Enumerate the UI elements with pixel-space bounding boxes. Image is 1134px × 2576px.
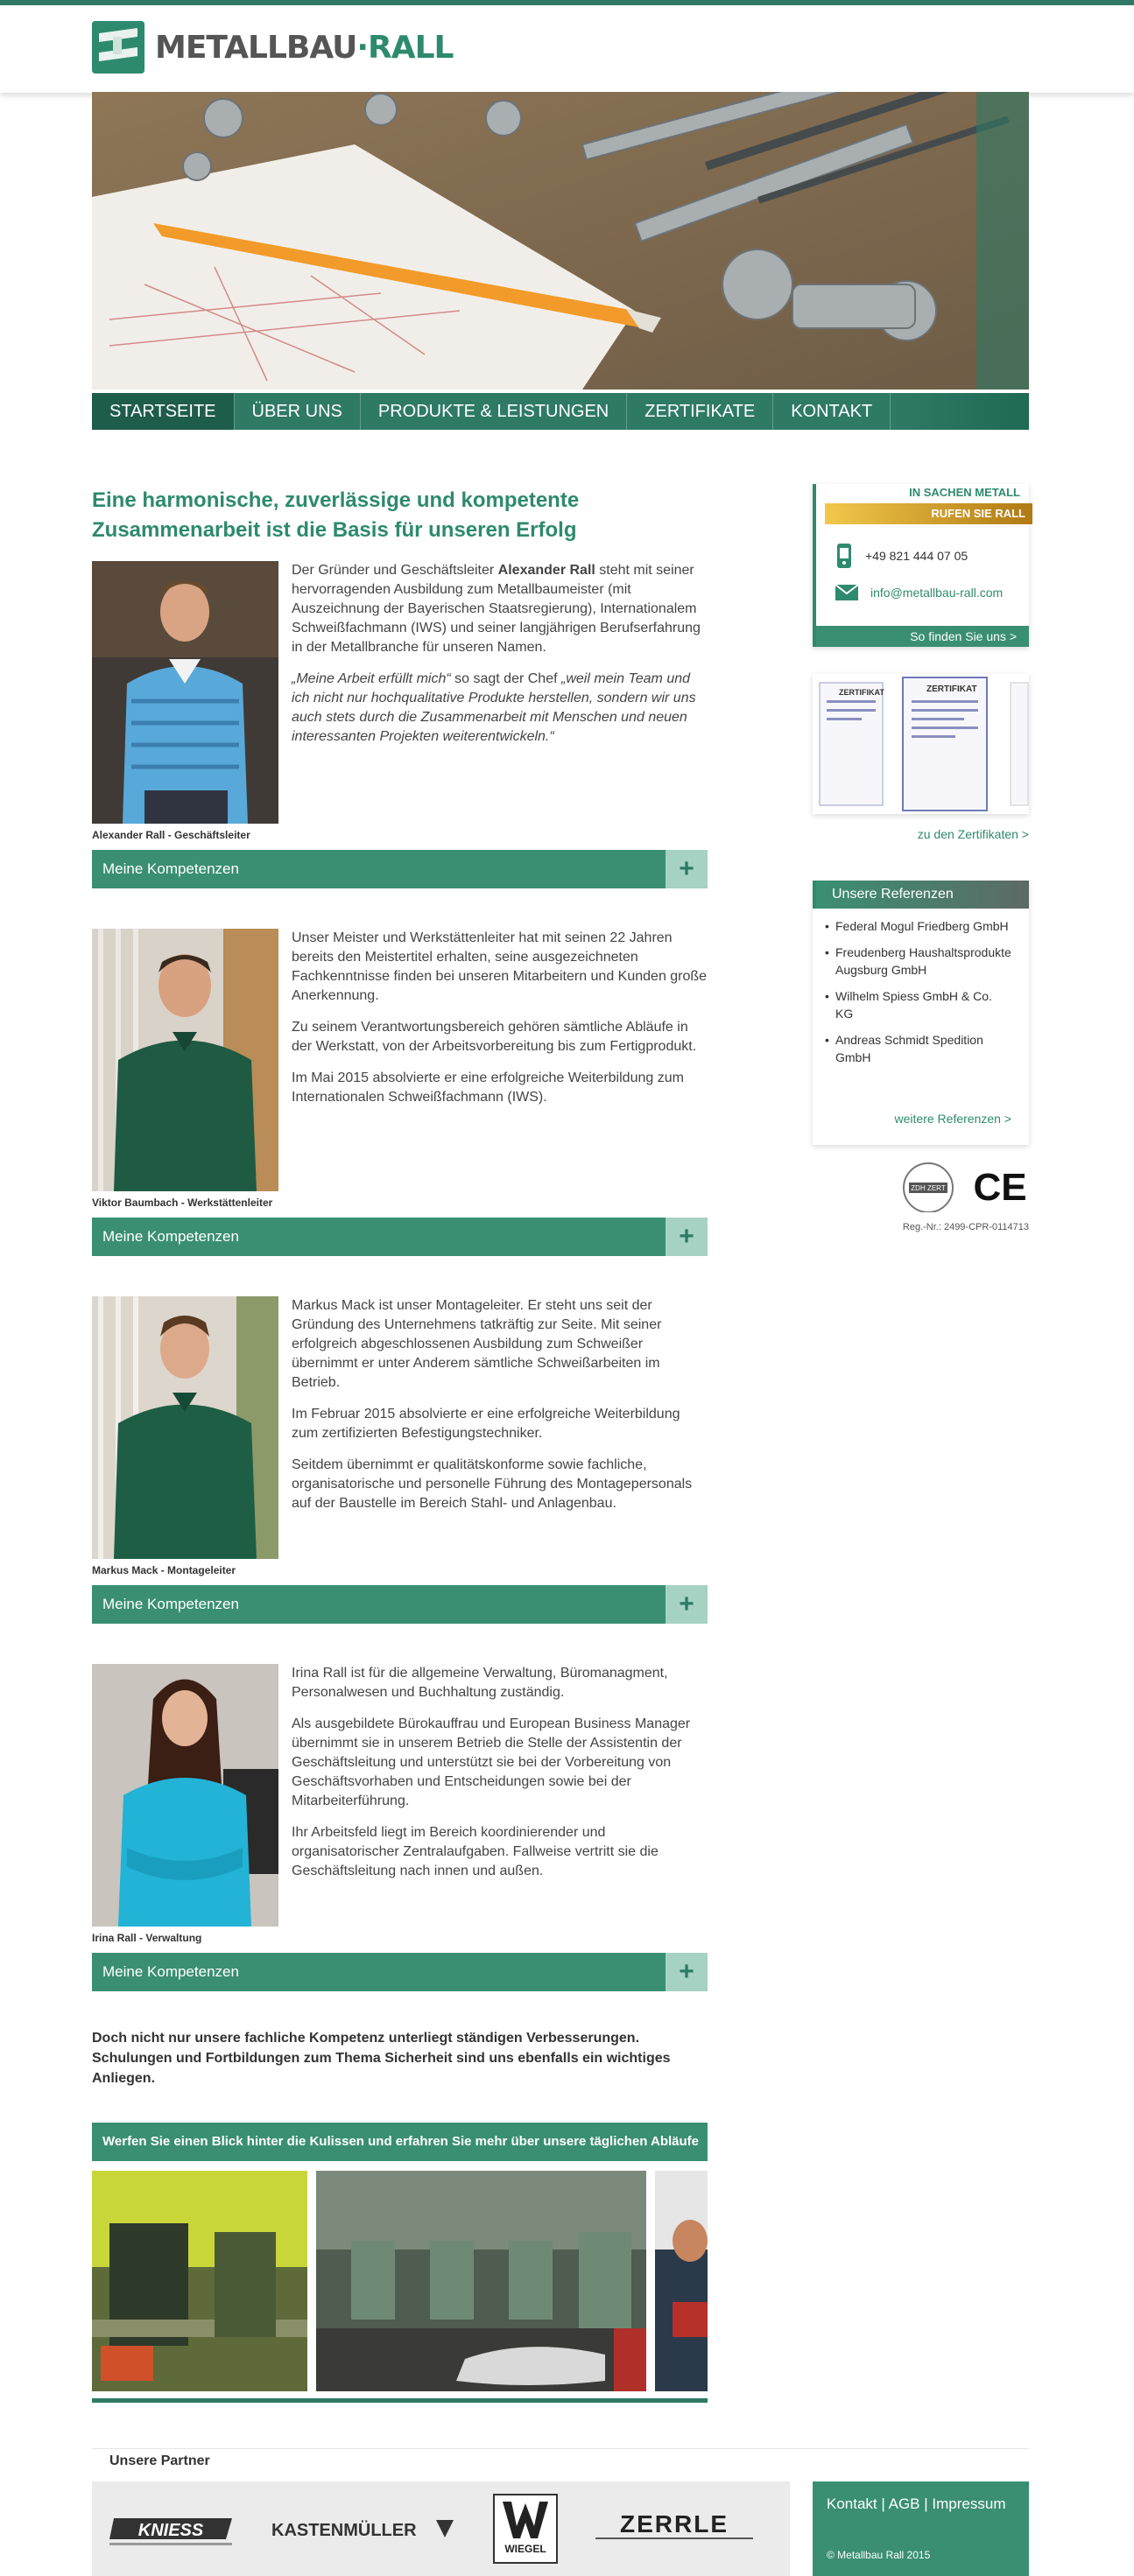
svg-text:ZDH ZERT: ZDH ZERT <box>911 1184 946 1192</box>
footer-link-kontakt[interactable]: Kontakt <box>827 2495 877 2512</box>
person-photo <box>92 561 278 824</box>
svg-text:KASTENMÜLLER: KASTENMÜLLER <box>271 2521 417 2540</box>
partners-title: Unsere Partner <box>109 2453 210 2468</box>
closing-text: Doch nicht nur unsere fachliche Kompetenz unterliegt ständigen Verbesserungen. Schulungen und Fortbildungen zum Thema Sicherheit sind uns ebenfalls ein wichtiges Anliegen. <box>92 2031 671 2086</box>
site-header <box>0 5 1134 93</box>
person-photo <box>92 1296 278 1559</box>
logo-text-part2: RALL <box>368 29 454 66</box>
kompetenzen-label: Meine Kompetenzen <box>102 1596 239 1612</box>
certificate-box[interactable] <box>813 674 1029 814</box>
gallery-image[interactable] <box>92 2171 307 2391</box>
person-bio <box>292 1664 708 1893</box>
logo-mark-icon <box>92 21 144 74</box>
svg-text:ZERTIFIKAT: ZERTIFIKAT <box>839 688 884 697</box>
partners-divider <box>92 2448 1029 2449</box>
person-bio <box>292 929 708 1120</box>
quote-lead: „Meine Arbeit erfüllt mich“ <box>292 671 451 686</box>
partner-kniess-logo[interactable] <box>105 2481 236 2576</box>
quote-text: „weil mein Team und ich nicht nur hochqualitative Produkte herstellen, sondern wir uns auch stets durch die Zusammenarbeit mit Menschen und neuen interessanten Projekten weiterentwickeln.“ <box>292 671 696 744</box>
reference-item: • Freudenberg Haushaltsprodukte Augsburg GmbH <box>835 944 1011 979</box>
nav-zertifikate[interactable]: ZERTIFIKATE <box>627 393 773 430</box>
bio-text: Der Gründer und Geschäftsleiter <box>292 563 498 578</box>
bio-paragraph: Seitdem übernimmt er qualitätskonforme sowie fachliche, organisatorische und personelle Führung des Montagepersonals auf der Baustelle im Bereich Stahl- und Anlagenbau. <box>292 1457 693 1511</box>
copyright: © Metallbau Rall 2015 <box>827 2549 931 2561</box>
footer-separator: | <box>924 2495 928 2512</box>
kompetenzen-label: Meine Kompetenzen <box>102 860 239 877</box>
find-us-button[interactable]: So finden Sie uns > <box>816 626 1029 647</box>
contact-box <box>813 484 1029 647</box>
bio-quote <box>292 670 708 747</box>
references-list <box>813 909 1029 1066</box>
plus-icon[interactable]: + <box>666 1218 708 1256</box>
logo-dot: · <box>356 29 369 66</box>
references-heading: Unsere Referenzen <box>813 881 1029 909</box>
certification-badges <box>893 1160 1029 1212</box>
nav-ueber-uns[interactable]: ÜBER UNS <box>235 393 361 430</box>
logo[interactable] <box>92 21 454 74</box>
partner-wiegel-logo[interactable] <box>490 2481 560 2576</box>
bio-paragraph: Im Februar 2015 absolvierte er eine erfolgreiche Weiterbildung zum zertifizierten Befestigungstechniker. <box>292 1407 680 1441</box>
person-photo <box>92 1664 278 1927</box>
contact-heading: IN SACHEN METALL <box>909 486 1020 499</box>
person-caption: Viktor Baumbach - Werkstättenleiter <box>92 1197 273 1209</box>
bio-paragraph: Markus Mack ist unser Montageleiter. Er steht uns seit der Gründung des Unternehmens tatkräftig zur Seite. Mit seiner erfolgreich abgeschlossenen Ausbildung zum Schweißer übernimmt er unter Anderem sämtliche Schweißarbeiten im Betrieb. <box>292 1298 662 1390</box>
bio-paragraph: Irina Rall ist für die allgemeine Verwaltung, Büromanagment, Personalwesen und Buchhaltung zuständig. <box>292 1666 668 1700</box>
person-caption: Irina Rall - Verwaltung <box>92 1932 202 1944</box>
kompetenzen-toggle[interactable] <box>92 1218 708 1256</box>
nav-kontakt[interactable]: KONTAKT <box>773 393 891 430</box>
nav-filler <box>891 393 1029 430</box>
person-caption: Alexander Rall - Geschäftsleiter <box>92 829 250 841</box>
footer-separator: | <box>881 2495 885 2512</box>
phone-icon <box>835 544 853 568</box>
registration-number: Reg.-Nr.: 2499-CPR-0114713 <box>902 1222 1029 1232</box>
kompetenzen-toggle[interactable] <box>92 850 708 888</box>
footer-link-impressum[interactable]: Impressum <box>932 2495 1006 2512</box>
gallery-title: Werfen Sie einen Blick hinter die Kulissen und erfahren Sie mehr über unsere täglichen Abläufe <box>92 2123 708 2161</box>
svg-text:WIEGEL: WIEGEL <box>504 2543 546 2555</box>
main-content <box>92 486 708 1986</box>
certificates-link[interactable]: zu den Zertifikaten > <box>917 827 1029 841</box>
phone-number: +49 821 444 07 05 <box>865 549 968 563</box>
bio-paragraph: Als ausgebildete Bürokauffrau und European Business Manager übernimmt sie in unserem Betrieb die Stelle der Assistentin der Geschäftsleitung und unterstützt sie bei der Vorbereitung von Geschäftsvorhaben und Entscheidungen sowie bei der Mitarbeiterführung. <box>292 1716 691 1808</box>
reference-item: • Wilhelm Spiess GmbH & Co. KG <box>835 987 1011 1022</box>
kompetenzen-label: Meine Kompetenzen <box>102 1963 239 1980</box>
reference-item: • Andreas Schmidt Spedition GmbH <box>835 1031 1011 1066</box>
footer-link-agb[interactable]: AGB <box>888 2495 920 2512</box>
main-nav <box>92 393 1029 430</box>
logo-text <box>155 30 454 66</box>
bio-paragraph: Ihr Arbeitsfeld liegt im Bereich koordinierender und organisatorischer Zentralaufgaben. Fallweise vertritt sie die Geschäftsleitung nach innen und außen. <box>292 1825 659 1878</box>
bio-paragraph: Zu seinem Verantwortungsbereich gehören sämtliche Abläufe in der Werkstatt, von der Arbeitsvorbereitung bis zum Fertigprodukt. <box>292 1020 697 1054</box>
nav-startseite[interactable]: STARTSEITE <box>92 393 235 430</box>
bio-paragraph: Unser Meister und Werkstättenleiter hat mit seinen 22 Jahren bereits den Meistertitel erhalten, seine ausgezeichneten Fachkenntnisse finden bei unseren Mitarbeitern und Kunden große Anerkennung. <box>292 930 708 1003</box>
person-photo <box>92 929 278 1191</box>
bio-text: steht mit seiner hervorragenden Ausbildung zum Metallbaumeister (mit Auszeichnung der Bayerischen Staatsregierung), Internationalem Schweißfachmann (IWS) und seiner langjährigen Berufserfahrung in der Metallbranche für unseren Namen. <box>292 563 701 655</box>
mail-icon <box>835 585 858 600</box>
partners-strip <box>92 2481 790 2576</box>
contact-email[interactable] <box>835 585 1003 600</box>
gallery-divider <box>92 2398 708 2403</box>
bio-paragraph: Im Mai 2015 absolvierte er eine erfolgreiche Weiterbildung zum Internationalen Schweißfachmann (IWS). <box>292 1070 684 1105</box>
partner-kastenmueller-logo[interactable] <box>271 2481 464 2576</box>
contact-ribbon: RUFEN SIE RALL <box>825 503 1032 524</box>
plus-icon[interactable]: + <box>666 1585 708 1624</box>
hero-image <box>92 92 1029 390</box>
ce-mark-icon: CE <box>973 1166 1027 1209</box>
logo-text-part1: METALLBAU <box>155 29 357 66</box>
gallery-image[interactable] <box>316 2171 646 2391</box>
gallery-carousel[interactable] <box>92 2171 708 2391</box>
footer-links <box>827 2495 1005 2513</box>
plus-icon[interactable]: + <box>666 850 708 888</box>
references-box <box>813 881 1029 1145</box>
reference-item: • Federal Mogul Friedberg GmbH <box>835 917 1011 935</box>
plus-icon[interactable]: + <box>666 1953 708 1991</box>
contact-phone[interactable] <box>835 544 968 568</box>
person-bio <box>292 561 708 759</box>
svg-text:KNIESS: KNIESS <box>137 2521 204 2540</box>
bio-paragraph <box>292 561 708 657</box>
email-address: info@metallbau-rall.com <box>870 586 1004 600</box>
page-title: Eine harmonische, zuverlässige und kompetente Zusammenarbeit ist die Basis für unseren Erfolg <box>92 488 580 542</box>
partner-zerrle-logo[interactable] <box>582 2481 766 2576</box>
svg-text:ZERRLE: ZERRLE <box>620 2510 729 2537</box>
person-caption: Markus Mack - Montageleiter <box>92 1564 236 1576</box>
gallery-image[interactable] <box>655 2171 708 2391</box>
kompetenzen-label: Meine Kompetenzen <box>102 1228 239 1245</box>
certificate-thumb <box>820 677 1028 811</box>
kompetenzen-toggle[interactable] <box>92 1585 708 1624</box>
zdh-zert-badge-icon <box>904 1163 953 1212</box>
nav-produkte-leistungen[interactable]: PRODUKTE & LEISTUNGEN <box>361 393 627 430</box>
footer-box <box>813 2481 1029 2576</box>
bio-name: Alexander Rall <box>497 563 595 578</box>
quote-mid: so sagt der Chef <box>450 671 561 686</box>
person-bio <box>292 1296 708 1526</box>
more-references-link[interactable]: weitere Referenzen > <box>894 1112 1011 1126</box>
svg-text:ZERTIFIKAT: ZERTIFIKAT <box>926 684 977 694</box>
kompetenzen-toggle[interactable] <box>92 1953 708 1991</box>
